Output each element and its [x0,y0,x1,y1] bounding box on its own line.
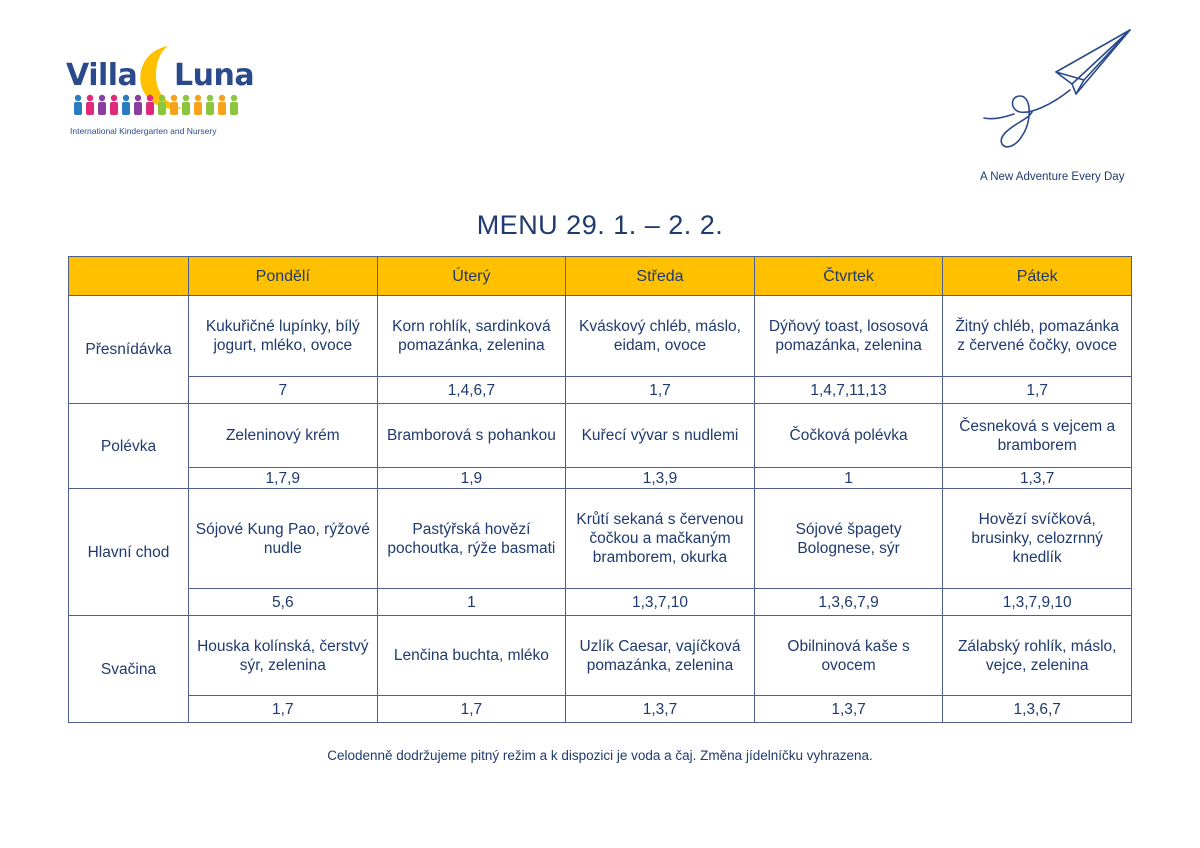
allergen-row [69,589,1132,616]
meal-label: Přesnídávka [69,296,189,404]
villa-luna-logo [62,44,255,140]
dish-cell: Zálabský rohlík, máslo, vejce, zelenina [943,616,1132,696]
allergen-cell: 5,6 [189,589,378,616]
day-header-friday: Pátek [943,257,1132,296]
allergen-cell: 1,3,7,10 [566,589,755,616]
header-empty-cell [69,257,189,296]
allergen-cell: 7 [189,377,378,404]
meal-row-main-course [69,489,1132,589]
allergen-cell: 1,7 [189,696,378,723]
meal-label: Hlavní chod [69,489,189,616]
dish-cell: Obilninová kaše s ovocem [754,616,943,696]
dish-cell: Korn rohlík, sardinková pomazánka, zelenina [377,296,566,377]
allergen-cell: 1,7,9 [189,468,378,489]
dish-cell: Česneková s vejcem a bramborem [943,404,1132,468]
allergen-cell: 1,3,7,9,10 [943,589,1132,616]
footer-note: Celodenně dodržujeme pitný režim a k dispozici je voda a čaj. Změna jídelníčku vyhrazena. [327,748,873,763]
allergen-cell: 1 [754,468,943,489]
dish-cell: Bramborová s pohankou [377,404,566,468]
allergen-cell: 1,9 [377,468,566,489]
menu-table [68,256,1132,723]
dish-cell: Dýňový toast, lososová pomazánka, zelenina [754,296,943,377]
allergen-cell: 1,3,7 [566,696,755,723]
allergen-row [69,468,1132,489]
day-header-thursday: Čtvrtek [754,257,943,296]
allergen-cell: 1 [377,589,566,616]
day-header-monday: Pondělí [189,257,378,296]
dish-cell: Sójové Kung Pao, rýžové nudle [189,489,378,589]
dish-cell: Kukuřičné lupínky, bílý jogurt, mléko, ovoce [189,296,378,377]
header-row [69,257,1132,296]
meal-label: Polévka [69,404,189,489]
dish-cell: Houska kolínská, čerstvý sýr, zelenina [189,616,378,696]
day-header-wednesday: Středa [566,257,755,296]
dish-cell: Uzlík Caesar, vajíčková pomazánka, zelenina [566,616,755,696]
dish-cell: Kuřecí vývar s nudlemi [566,404,755,468]
tagline: A New Adventure Every Day [980,171,1125,183]
allergen-cell: 1,3,6,7 [943,696,1132,723]
allergen-cell: 1,7 [943,377,1132,404]
logo-word-luna: Luna [174,58,255,93]
paper-plane-icon [980,28,1140,158]
allergen-cell: 1,3,9 [566,468,755,489]
day-header-tuesday: Úterý [377,257,566,296]
allergen-cell: 1,4,6,7 [377,377,566,404]
allergen-cell: 1,7 [377,696,566,723]
meal-row-snack-morning [69,296,1132,377]
dish-cell: Pastýřská hovězí pochoutka, rýže basmati [377,489,566,589]
meal-row-snack-afternoon [69,616,1132,696]
page-title: MENU 29. 1. – 2. 2. [476,210,724,240]
dish-cell: Zeleninový krém [189,404,378,468]
meal-row-soup [69,404,1132,468]
allergen-cell: 1,3,6,7,9 [754,589,943,616]
dish-cell: Sójové špagety Bolognese, sýr [754,489,943,589]
dish-cell: Lenčina buchta, mléko [377,616,566,696]
allergen-cell: 1,4,7,11,13 [754,377,943,404]
allergen-cell: 1,3,7 [943,468,1132,489]
logo-subtitle: International Kindergarten and Nursery [70,126,217,136]
allergen-cell: 1,7 [566,377,755,404]
allergen-row [69,377,1132,404]
dish-cell: Čočková polévka [754,404,943,468]
allergen-row [69,696,1132,723]
dish-cell: Hovězí svíčková, brusinky, celozrnný knedlík [943,489,1132,589]
logo-word-villa: Villa [66,58,138,93]
dish-cell: Kváskový chléb, máslo, eidam, ovoce [566,296,755,377]
children-row-icon [72,94,240,116]
allergen-cell: 1,3,7 [754,696,943,723]
dish-cell: Krůtí sekaná s červenou čočkou a mačkaným bramborem, okurka [566,489,755,589]
dish-cell: Žitný chléb, pomazánka z červené čočky, ovoce [943,296,1132,377]
meal-label: Svačina [69,616,189,723]
